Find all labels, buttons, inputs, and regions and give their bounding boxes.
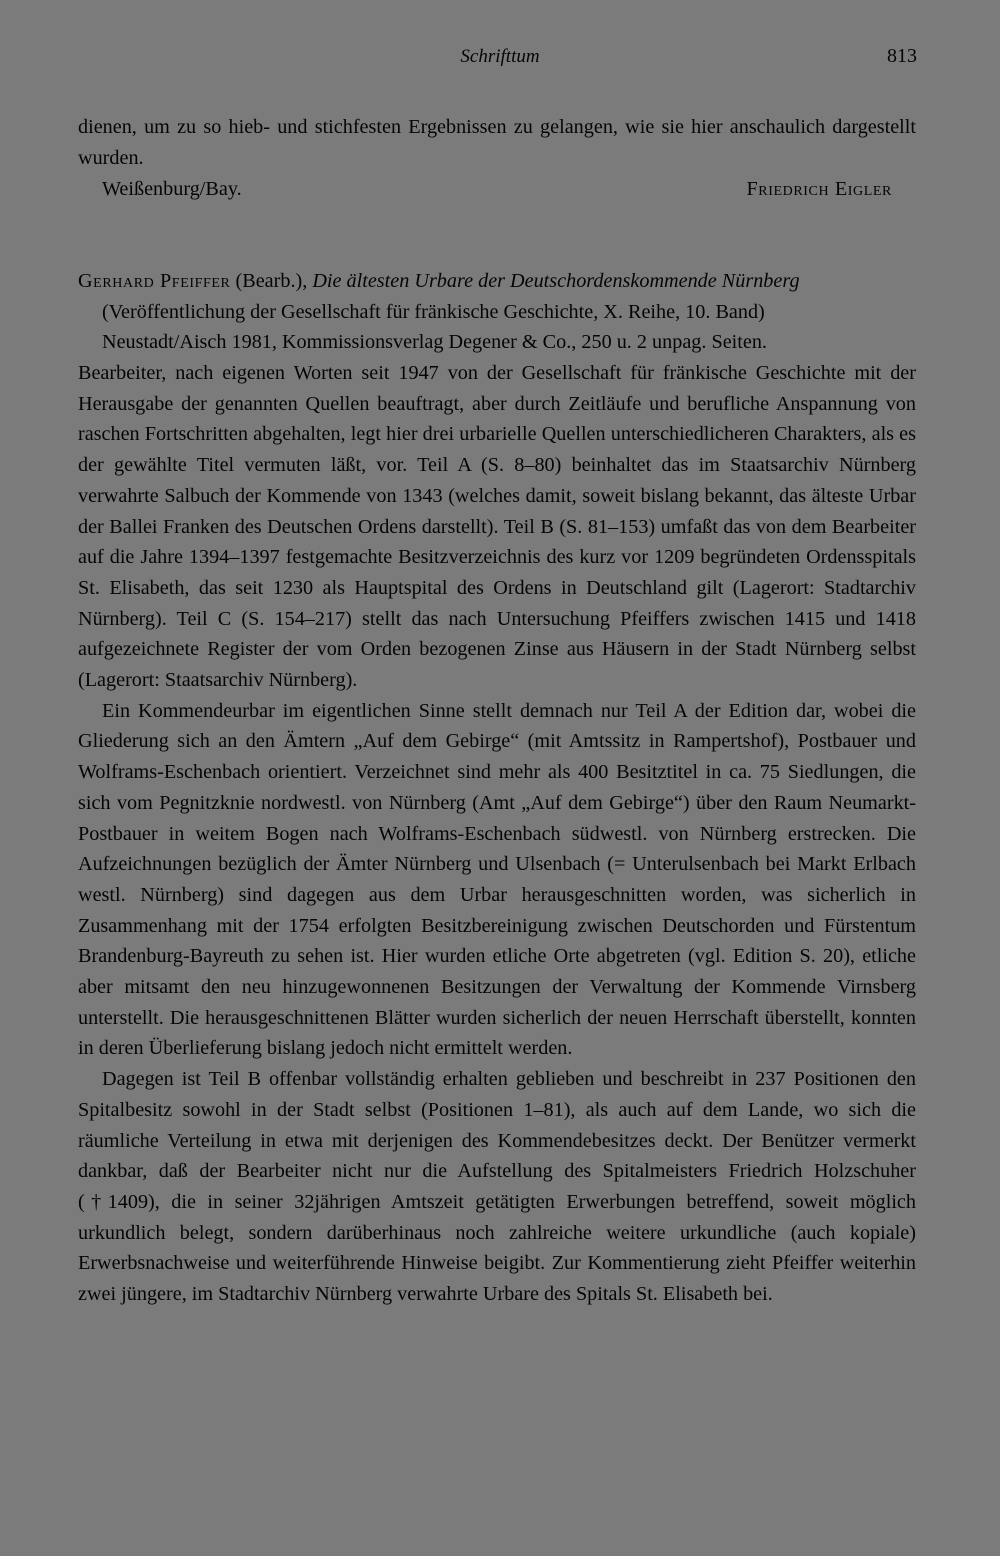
book-author: Gerhard Pfeiffer [78,270,231,292]
signature-place: Weißenburg/Bay. [102,178,242,200]
book-series: (Veröffentlichung der Gesellschaft für fränkische Geschichte, X. Reihe, 10. Band) [102,300,765,323]
reviewer-name: Friedrich Eigler [746,178,892,200]
book-publisher: Neustadt/Aisch 1981, Kommissionsverlag Degener & Co., 250 u. 2 unpag. Seiten. [102,331,767,354]
body-paragraph: Ein Kommendeurbar im eigentlichen Sinne stellt demnach nur Teil A der Edition dar, wobei die Gliederung sich an den Ämtern „Auf dem Gebirge“ (mit Amtssitz in Rampertshof), Postbauer und Wolframs-Eschenbach orientiert. Verzeichnet sind mehr als 400 Besitztitel in ca. 75 Siedlungen, die sich vom Pegnitzknie nordwestl. von Nürnberg (Amt „Auf dem Gebirge“) über den Raum Neumarkt-Postbauer in weitem Bogen nach Wolframs-Eschenbach südwestl. von Nürnberg erstrecken. Die Aufzeichnungen bezüglich der Ämter Nürnberg und Ulsenbach (= Unterulsenbach bei Markt Erlbach westl. Nürnberg) sind dagegen aus dem Urbar herausgeschnitten worden, was sicherlich in Zusammenhang mit der 1754 erfolgten Besitzbereinigung zwischen Deutschorden und Fürstentum Brandenburg-Bayreuth zu sehen ist. Hier wurden etliche Orte abgetreten (vgl. Edition S. 20), etliche aber mitsamt den neu hinzugewonnenen Besitzungen der Verwaltung der Kommende Virnsberg unterstellt. Die herausgeschnittenen Blätter wurden sicherlich der neuen Herrschaft überstellt, konnten in deren Überlieferung bislang jedoch nicht ermittelt werden. [78,699,916,1060]
book-title: Die ältesten Urbare der Deutschordenskommende Nürnberg [312,270,800,292]
book-citation [78,266,916,358]
review-body [78,358,916,1310]
body-paragraph: Dagegen ist Teil B offenbar vollständig erhalten geblieben und beschreibt in 237 Positionen den Spitalbesitz sowohl in der Stadt selbst (Positionen 1–81), als auch auf dem Lande, wo sich die räumliche Verteilung in etwa mit derjenigen des Kommendebesitzes deckt. Der Benützer vermerkt dankbar, daß der Bearbeiter nicht nur die Aufstellung des Spitalmeisters Friedrich Holzschuher (†1409), die in seiner 32jährigen Amtszeit getätigten Erwerbungen betreffend, soweit möglich urkundlich belegt, sondern darüberhinaus noch zahlreiche weitere urkundliche (auch kopiale) Erwerbsnachweise und weiterführende Hinweise beigibt. Zur Kommentierung zieht Pfeiffer weiterhin zwei jüngere, im Stadtarchiv Nürnberg verwahrte Urbare des Spitals St. Elisabeth bei. [78,1068,916,1306]
previous-review-ending [78,112,916,173]
continuation-paragraph: dienen, um zu so hieb- und stichfesten Ergebnissen zu gelangen, wie sie hier anschaulich dargestellt wurden. [78,116,916,169]
author-role: (Bearb.), [230,270,313,292]
running-head: Schrifttum [460,46,540,67]
page-number: 813 [887,45,917,67]
citation-first-line [78,266,916,297]
page-header [0,44,1000,72]
body-paragraph: Bearbeiter, nach eigenen Worten seit 1947 von der Gesellschaft für fränkische Geschichte mit der Herausgabe der genannten Quellen beauftragt, aber durch Zeitläufe und berufliche Anspannung von raschen Fortschritten abgehalten, legt hier drei urbarielle Quellen unterschiedlicheren Charakters, als es der gewählte Titel vermuten läßt, vor. Teil A (S. 8–80) beinhaltet das im Staatsarchiv Nürnberg verwahrte Salbuch der Kommende von 1343 (welches damit, soweit bislang bekannt, das älteste Urbar der Ballei Franken des Deutschen Ordens darstellt). Teil B (S. 81–153) umfaßt das von dem Bearbeiter auf die Jahre 1394–1397 festgemachte Besitzverzeichnis des kurz vor 1209 begründeten Ordensspitals St. Elisabeth, das seit 1230 als Hauptspital des Ordens in Deutschland gilt (Lagerort: Stadtarchiv Nürnberg). Teil C (S. 154–217) stellt das nach Untersuchung Pfeiffers zwischen 1415 und 1418 aufgezeichnete Register der vom Orden bezogenen Zinse aus Häusern in der Stadt Nürnberg selbst (Lagerort: Staatsarchiv Nürnberg). [78,362,916,692]
